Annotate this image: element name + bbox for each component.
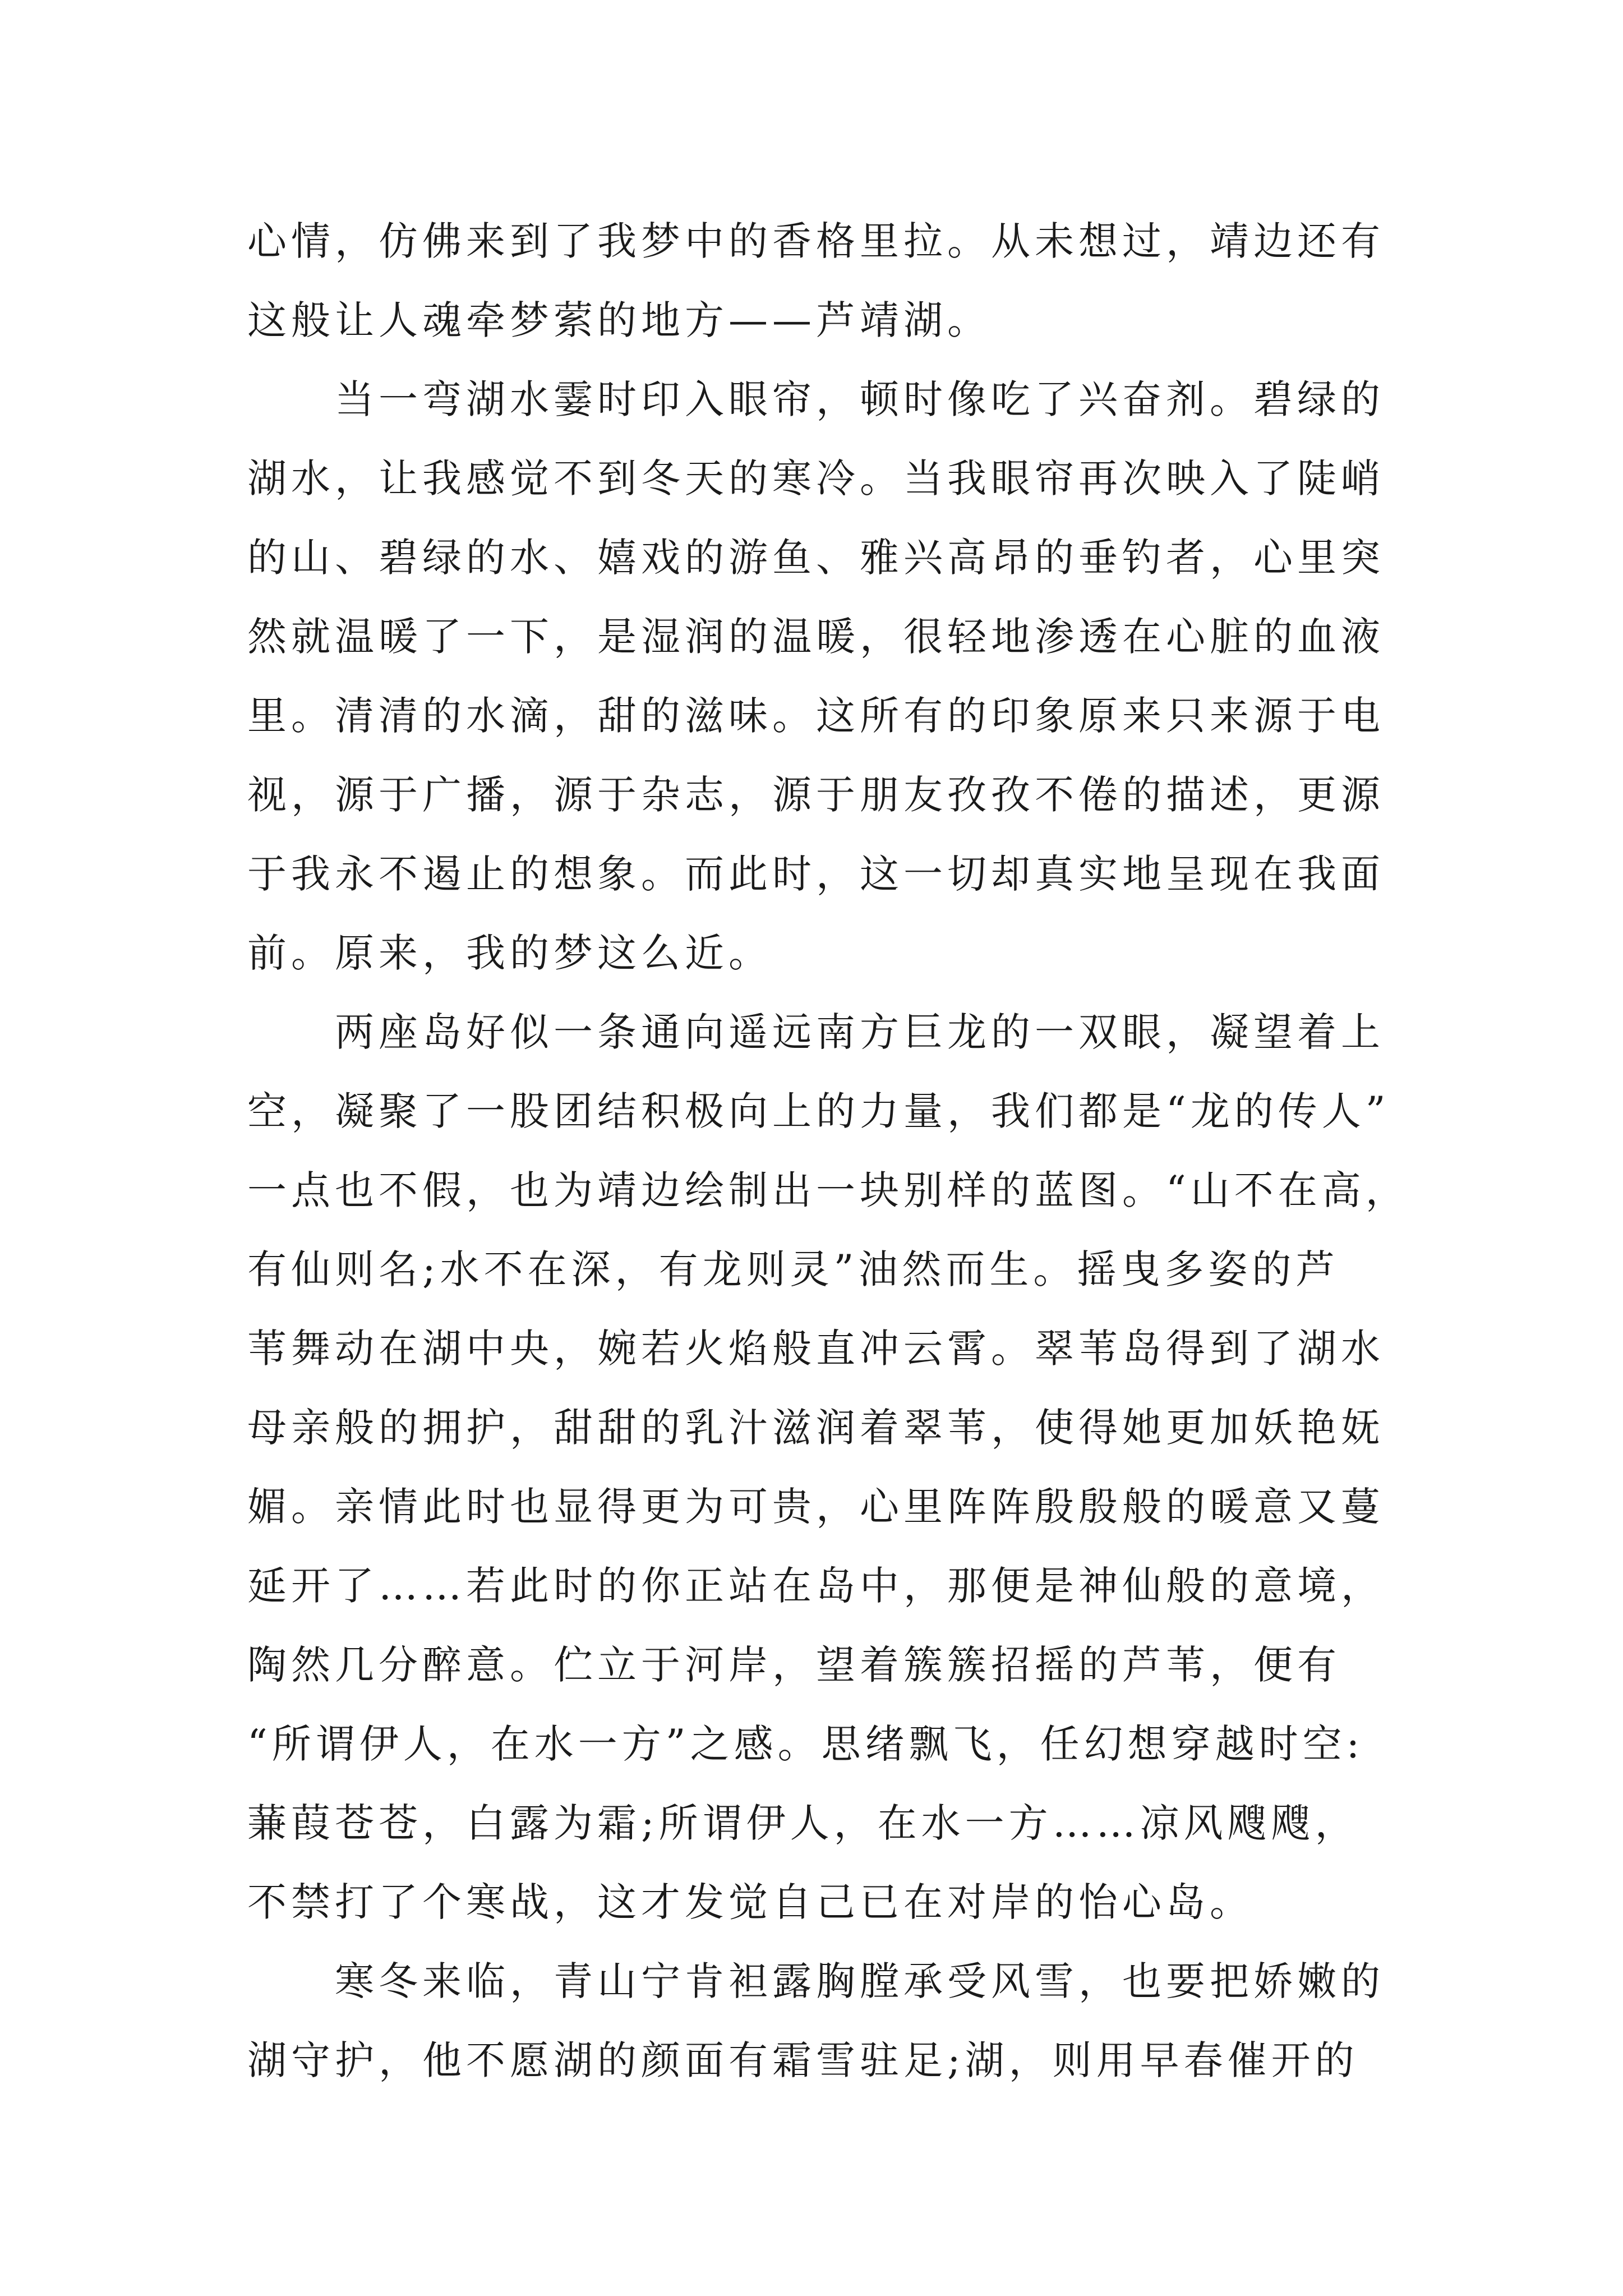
text-line: 的山、碧绿的水、嬉戏的游鱼、雅兴高昂的垂钓者，心里突 [247,535,1385,581]
text-line: 里。清清的水滴，甜的滋味。这所有的印象原来只来源于电 [247,693,1385,739]
text-line: “所谓伊人，在水一方”之感。思绪飘飞，任幻想穿越时空: [247,1721,1364,1767]
text-line: 湖守护，他不愿湖的颜面有霜雪驻足;湖，则用早春催开的 [247,2037,1359,2083]
text-line: 不禁打了个寒战，这才发觉自己已在对岸的怡心岛。 [247,1879,1253,1925]
text-line: 这般让人魂牵梦萦的地方——芦靖湖。 [247,297,991,343]
text-line: 湖水，让我感觉不到冬天的寒冷。当我眼帘再次映入了陡峭 [247,455,1385,501]
text-line: 空，凝聚了一股团结积极向上的力量，我们都是“龙的传人” [247,1088,1390,1134]
text-line: 蒹葭苍苍，白露为霜;所谓伊人，在水一方……凉风飕飕， [247,1800,1359,1846]
text-line: 有仙则名;水不在深，有龙则灵”油然而生。摇曳多姿的芦 [247,1246,1340,1292]
text-line: 视，源于广播，源于杂志，源于朋友孜孜不倦的描述，更源 [247,772,1385,818]
text-line: 苇舞动在湖中央，婉若火焰般直冲云霄。翠苇岛得到了湖水 [247,1326,1385,1372]
body-text [247,202,1409,2100]
text-line: 然就温暖了一下，是湿润的温暖，很轻地渗透在心脏的血液 [247,614,1385,660]
text-line: 于我永不遏止的想象。而此时，这一切却真实地呈现在我面 [247,851,1385,897]
text-line: 陶然几分醉意。伫立于河岸，望着簇簇招摇的芦苇，便有 [247,1642,1341,1688]
text-line: 前。原来，我的梦这么近。 [247,930,772,976]
text-line: 媚。亲情此时也显得更为可贵，心里阵阵殷殷般的暖意又蔓 [247,1484,1385,1530]
text-line: 心情，仿佛来到了我梦中的香格里拉。从未想过，靖边还有 [247,218,1385,264]
text-line: 延开了……若此时的你正站在岛中，那便是神仙般的意境， [247,1563,1385,1609]
paragraph-start-line: 两座岛好似一条通向遥远南方巨龙的一双眼，凝望着上 [335,1009,1385,1055]
paragraph-start-line: 当一弯湖水霎时印入眼帘，顿时像吃了兴奋剂。碧绿的 [335,376,1385,422]
text-line: 一点也不假，也为靖边绘制出一块别样的蓝图。“山不在高， [247,1167,1409,1213]
paragraph-start-line: 寒冬来临，青山宁肯袒露胸膛承受风雪，也要把娇嫩的 [335,1958,1385,2004]
text-line: 母亲般的拥护，甜甜的乳汁滋润着翠苇，使得她更加妖艳妩 [247,1405,1385,1451]
